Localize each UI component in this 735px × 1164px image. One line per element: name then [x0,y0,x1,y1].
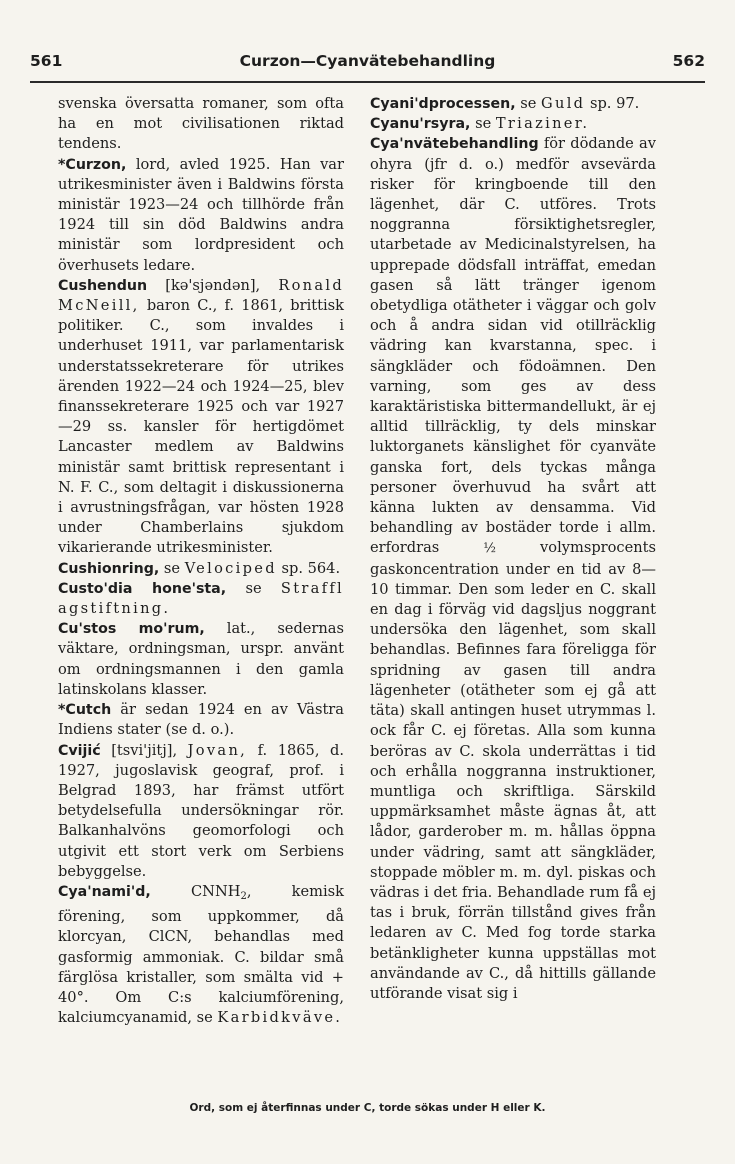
entry-text: sp. 564. [276,559,341,577]
entry-cushendun [58,276,344,559]
entry-cyanvatebehandling [370,134,656,1004]
entry-text: se [159,559,185,577]
headword: Cvijić [58,742,101,759]
cross-reference: Straffl agstiftning. [58,579,344,618]
entry-cutch [58,700,344,740]
cross-reference: Triaziner. [495,115,590,133]
headword: Cya'nami'd, [58,883,151,900]
headword: Cyanu'rsyra, [370,116,471,133]
entry-text: volymsprocents gaskoncentration under en tid av 8—10 timmar. Den som leder en C. skall en dag i förväg vid dagsljus noggrant undersöka den lägenhet, som skall behandlas. Befinnes fara föreligga för spridning av gasen till andra lägenheter (otätheter som ej gå att täta) skall antingen huset utrymmas l. ock får C. ej företas. Alla som kunna beröras av C. skola underrättas i tid och erhålla noggranna instruktioner, muntliga och skriftliga. Särskild uppmärksamhet måste ägnas åt, att lådor, garderober m. m. hållas öppna under vädring, samt att sängkläder, stoppade möbler m. m. dyl. piskas och vädras i det fria. Behandlade rum få ej tas i bruk, förrän tillstånd gives från ledaren av C. Med fog torde starka betänkligheter kunna uppställas mot användande av C., då hittills gällande utförande visat sig i [370,539,656,1002]
entry-cyanursyra [370,114,656,134]
entry-text: [tsvi'jitj], [100,741,188,759]
entry-text: är sedan 1924 en av Västra Indiens stater (se d. o.). [58,701,344,739]
entry-text: se [470,115,496,133]
entry-continuation: svenska översatta romaner, som ofta ha en mot civilisationen riktad tendens. [58,95,344,153]
fraction: ½ [483,541,496,557]
entry-cushionring [58,559,344,579]
entry-text: baron C., f. 1861, brittisk politiker. C., som invaldes i underhuset 1911, var parlamentarisk understatssekreterare för utrikes ärenden 1922—24 och 1924—25, blev finanssekreterare 1925 och var 1927—29 ss. kansler för hertigdömet Lancaster medlem av Baldwins ministär samt brittisk representant i N. F. C., som deltagit i diskussionerna i avrustningsfrågan, var hösten 1928 under Chamberlains sjukdom vikarierande utrikesminister. [58,297,344,557]
page-header [30,52,705,80]
entry-text: CNNH [150,882,241,900]
entry-text: [kə'sjəndən], [147,276,279,294]
subscript: 2 [240,890,247,902]
entry-text: , kemisk förening, som uppkommer, då klorcyan, ClCN, behandlas med gasformig ammoniak. C. bildar små färglösa kristaller, som smälta vid + 40°. Om C:s kalciumförening, kalciumcyanamid, se [58,882,344,1027]
headword: Cu'stos mo'rum, [58,621,205,638]
spaced-name: Ronald McNeill, [58,276,344,315]
entry-text: se [515,95,542,112]
entry-text: lord, avled 1925. Han var utrikesminister även i Baldwins första ministär 1923—24 och tillhörde från 1924 till sin död Baldwins andra ministär som lordpresident och överhusets ledare. [58,155,344,274]
left-column [58,94,344,1028]
running-title: Curzon—Cyanvätebehandling [239,52,496,70]
header-rule [30,81,705,83]
spaced-name: Jovan, [187,741,248,759]
headword: Custo'dia hone'sta, [58,580,227,597]
entry-curzon [58,155,344,276]
cross-reference: Velociped [184,559,277,577]
entry-text: sp. 97. [585,95,640,112]
entry-text: f. 1865, d. 1927, jugoslavisk geograf, prof. i Belgrad 1893, har främst utfört betydelsefulla undersökningar rör. Balkanhalvöns geomorfologi och utgivit ett stort verk om Serbiens bebyggelse. [58,741,344,880]
page-number-left: 561 [30,52,63,70]
entry-cyanidprocessen [370,94,656,114]
cross-reference: Karbidkväve. [217,1009,343,1027]
entry-text: för dödande av ohyra (jfr d. o.) medför avsevärda risker för kringboende till den lägenhet, där C. utföres. Trots noggranna försiktighetsregler, utarbetade av Medicinalstyrelsen, ha upprepade dödsfall inträffat, emedan gasen så lätt tränger igenom obetydliga otätheter i väggar och golv och å andra sidan vid otillräcklig vädring kan kvarstanna, spec. i sängkläder och födoämnen. Den varning, som ges av dess karaktäristiska bittermandellukt, är ej alltid tillräcklig, ty dels minskar luktorganets känslighet för cyanväte ganska fort, dels tyckas många personer överhuvud ha svårt att känna lukten av densamma. Vid behandling av bostäder torde i allm. erfordras [370,135,656,557]
entry-custos-morum [58,619,344,700]
headword: *Curzon, [58,156,127,173]
headword: *Cutch [58,702,112,719]
headword: Cya'nvätebehandling [370,136,539,153]
page-number-right: 562 [672,52,705,70]
right-column [370,94,656,1004]
headword: Cushionring, [58,560,160,577]
headword: Cyani'dprocessen, [370,96,516,112]
entry-custodia-honesta [58,579,344,619]
entry-text: se [226,579,281,597]
headword: Cushendun [58,277,148,294]
entry-cyanamid [58,882,344,1028]
entry-text: lat., sedernas väktare, ordningsman, urspr. använt om ordningsmannen i den gamla latinskolans klasser. [58,620,344,698]
entry-cvijic [58,741,344,882]
cross-reference: Guld [541,95,586,112]
page-footer: Ord, som ej återfinnas under C, torde sökas under H eller K. [189,1102,546,1114]
